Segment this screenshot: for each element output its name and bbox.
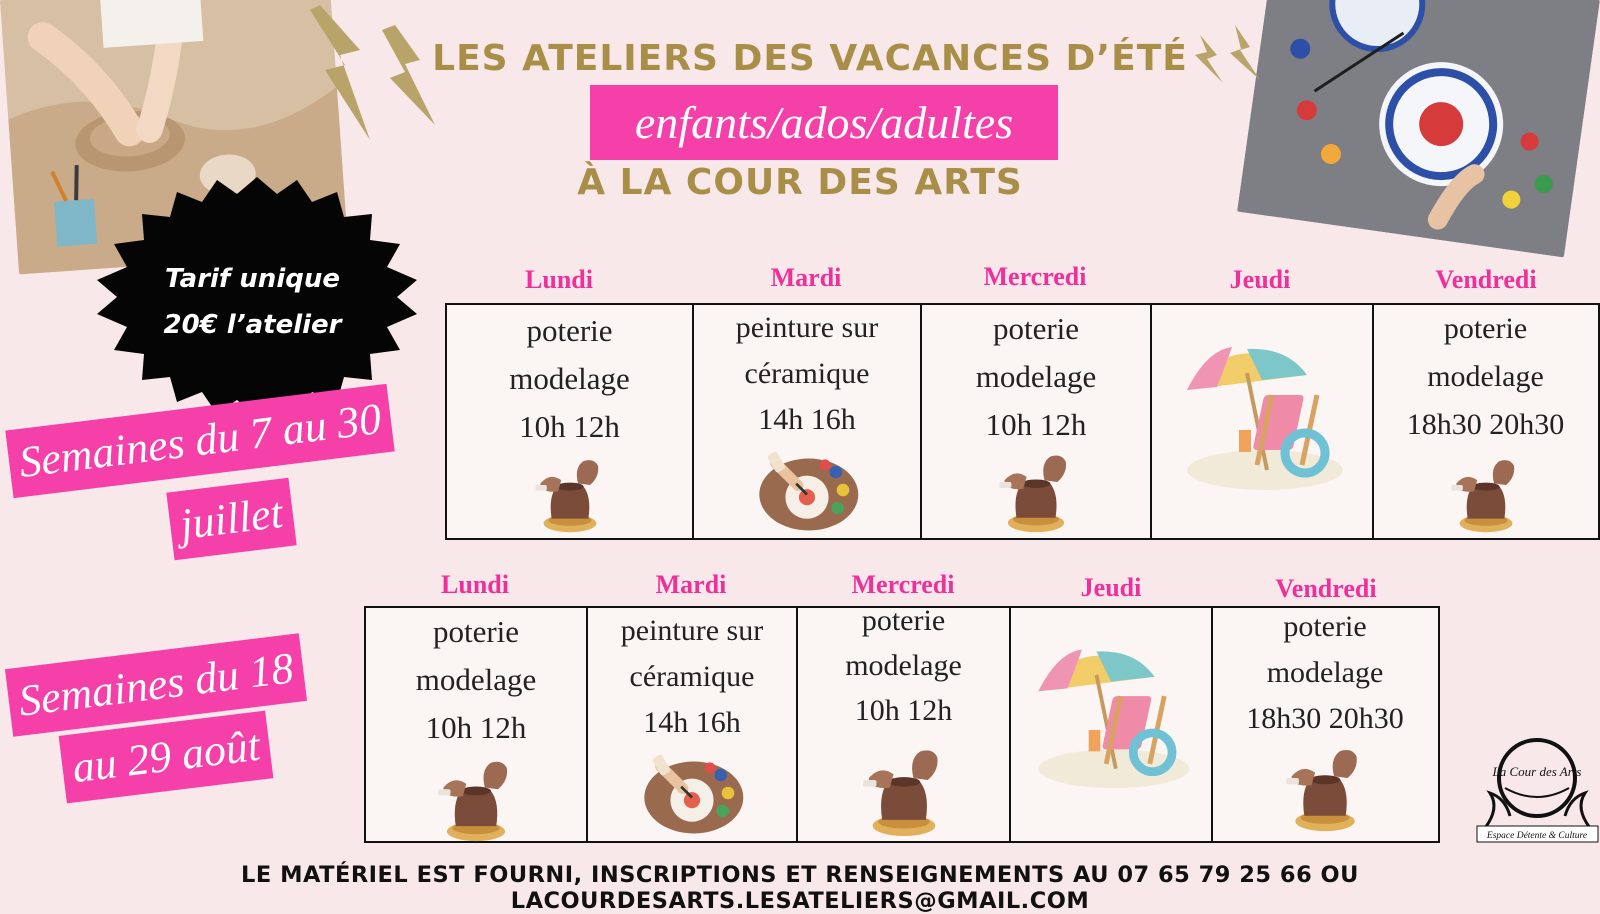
day-header: Lundi <box>441 570 509 599</box>
week-1-label <box>0 385 450 585</box>
time-slot: 10h 12h <box>985 407 1087 442</box>
schedule-cell <box>1011 608 1213 841</box>
lightning-left-icon <box>300 0 450 155</box>
ceramic-painting-photo <box>1237 0 1600 257</box>
week-2-label <box>0 645 360 835</box>
schedule-cell <box>447 305 694 538</box>
logo-tagline: Espace Détente & Culture <box>1486 831 1588 841</box>
price-line-1: Tarif unique <box>165 264 340 294</box>
activity-line: modelage <box>509 361 630 396</box>
pottery-icon <box>1280 742 1370 832</box>
day-header: Jeudi <box>1080 573 1142 602</box>
schedule-cell <box>694 305 922 538</box>
page-title: LES ATELIERS DES VACANCES D’ÉTÉ <box>432 38 1188 79</box>
time-slot: 10h 12h <box>425 710 527 745</box>
time-slot: 18h30 20h30 <box>1406 408 1565 441</box>
activity-line: poterie <box>992 311 1080 346</box>
price-line-2: 20€ l’atelier <box>163 310 342 340</box>
activity-line: peinture sur <box>620 614 764 647</box>
schedule-cell <box>1213 608 1437 841</box>
pottery-icon <box>1441 453 1531 533</box>
activity-line: céramique <box>629 660 755 693</box>
schedule-cell <box>922 305 1152 538</box>
schedule-cell <box>366 608 588 841</box>
activity-line: poterie <box>1443 312 1528 345</box>
week-1-label-line-2: juillet <box>177 487 286 550</box>
activity-line: poterie <box>432 614 520 649</box>
audience-banner: enfants/ados/adultes <box>590 85 1058 160</box>
pottery-icon <box>991 448 1081 533</box>
day-header: Mercredi <box>851 570 955 599</box>
day-header: Vendredi <box>1435 265 1537 294</box>
activity-line: modelage <box>1266 656 1384 689</box>
painting-palette-icon <box>627 748 757 838</box>
pottery-icon <box>525 453 615 533</box>
venue-title: À LA COUR DES ARTS <box>577 162 1023 203</box>
activity-line: modelage <box>415 662 537 697</box>
price-text <box>130 256 375 348</box>
time-slot: 14h 16h <box>758 403 856 436</box>
time-slot: 10h 12h <box>519 409 620 444</box>
activity-line: modelage <box>845 649 962 682</box>
logo-name: La Cour des Arts <box>1492 764 1582 779</box>
day-header: Lundi <box>525 265 593 294</box>
week-2-label-line-1: Semaines du 18 <box>15 643 297 726</box>
beach-umbrella-icon <box>1026 638 1196 793</box>
week-1-label-line-1: Semaines du 7 au 30 <box>16 393 384 488</box>
pottery-icon <box>859 742 949 837</box>
day-header: Mardi <box>655 570 727 599</box>
week-2-label-line-2: au 29 août <box>69 720 263 793</box>
schedule-cell <box>588 608 798 841</box>
schedule-grid <box>364 606 1440 843</box>
activity-line: céramique <box>744 357 870 390</box>
schedule-cell <box>1374 305 1597 538</box>
time-slot: 18h30 20h30 <box>1246 702 1404 735</box>
brand-logo <box>1475 728 1600 843</box>
schedule-grid <box>445 303 1600 540</box>
time-slot: 10h 12h <box>854 694 953 727</box>
activity-line: poterie <box>1283 610 1367 643</box>
day-header: Jeudi <box>1229 265 1291 294</box>
activity-line: modelage <box>1427 360 1544 393</box>
schedule-cell <box>798 604 1011 841</box>
schedule-cell <box>1152 305 1374 538</box>
painting-palette-icon <box>742 445 872 535</box>
day-header: Mercredi <box>983 262 1087 291</box>
day-header: Mardi <box>770 263 842 292</box>
day-header: Vendredi <box>1275 574 1377 603</box>
activity-line: poterie <box>526 313 613 348</box>
activity-line: modelage <box>975 359 1097 394</box>
footer-contact: LE MATÉRIEL EST FOURNI, INSCRIPTIONS ET RENSEIGNEMENTS AU 07 65 79 25 66 OU LACOURDESARTS.LESATELIERS@GMAIL.COM <box>241 862 1359 914</box>
time-slot: 14h 16h <box>643 706 741 739</box>
activity-line: peinture sur <box>735 311 879 344</box>
lightning-right-icon <box>1195 25 1275 100</box>
activity-line: poterie <box>861 604 946 637</box>
beach-umbrella-icon <box>1172 335 1352 495</box>
pottery-icon <box>431 754 521 842</box>
